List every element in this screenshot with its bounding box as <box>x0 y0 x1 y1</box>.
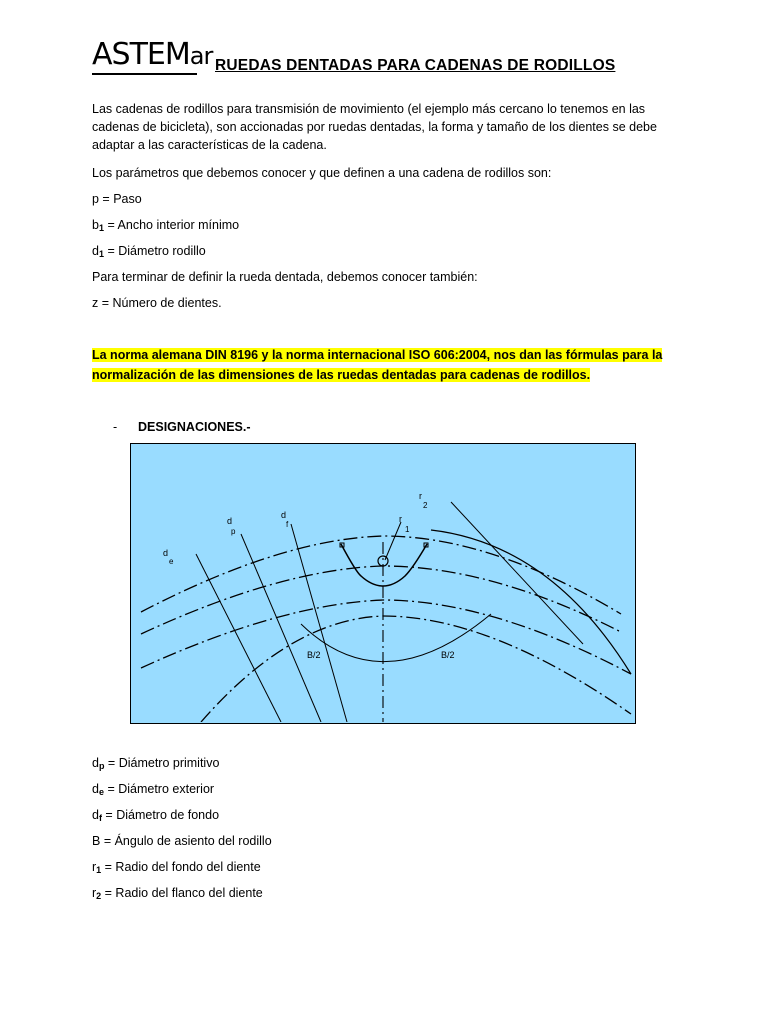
r1-leader <box>385 522 401 560</box>
section-dash: - <box>113 420 118 434</box>
highlight-line-1 <box>92 346 676 364</box>
legend-r1 <box>92 858 261 879</box>
label-df: d <box>281 510 287 520</box>
label-r2: r <box>419 491 422 501</box>
legend-b <box>92 832 272 850</box>
sprocket-drawing <box>131 444 634 722</box>
label-r2-sub: 2 <box>423 501 428 510</box>
label-df-sub: f <box>286 520 289 529</box>
param-d1-text: = Diámetro rodillo <box>103 244 206 258</box>
r2-leader <box>451 502 583 644</box>
legend-df-sym: d <box>92 808 99 822</box>
label-r1-sub: 1 <box>405 525 410 534</box>
param-d1-sym: d <box>92 244 99 258</box>
intro-line-1: Las cadenas de rodillos para transmisión de movimiento (el ejemplo más cercano lo tenemos en las <box>92 102 646 116</box>
legend-r1-sym: r <box>92 860 97 874</box>
intro-line-3: adaptar a las características de la cadena. <box>92 138 327 152</box>
legend-df <box>92 806 219 827</box>
logo-underline <box>92 73 197 75</box>
legend-dp-sub: p <box>98 761 105 771</box>
dp-leader <box>241 534 321 722</box>
label-b-right: B/2 <box>441 650 455 660</box>
legend-r2 <box>92 884 263 905</box>
legend-dp-text: = Diámetro primitivo <box>104 756 220 770</box>
section-heading: DESIGNACIONES.- <box>138 420 251 434</box>
tooth-profile <box>341 544 427 586</box>
legend-dp <box>92 754 219 775</box>
param-b1-sym: b <box>92 218 99 232</box>
param-b1-sub: 1 <box>98 223 104 233</box>
astemar-logo <box>92 38 212 73</box>
page-title: RUEDAS DENTADAS PARA CADENAS DE RODILLOS <box>215 57 616 74</box>
logo-main-text: ASTEM <box>92 37 190 72</box>
legend-b-text: = Ángulo de asiento del rodillo <box>100 834 272 848</box>
legend-de <box>92 780 214 801</box>
param-d1 <box>92 242 206 263</box>
label-dp-sub: p <box>231 527 236 536</box>
param-d1-sub: 1 <box>98 249 104 259</box>
label-de-sub: e <box>169 557 174 566</box>
legend-r2-sym: r <box>92 886 97 900</box>
logo-small-text: ar <box>189 42 213 70</box>
legend-r1-sub: 1 <box>96 865 102 875</box>
param-b1 <box>92 216 239 237</box>
legend-df-sub: f <box>98 813 102 823</box>
label-r1: r <box>399 514 402 524</box>
param-p-sym: p <box>92 192 99 206</box>
intro-line-2: cadenas de bicicleta), son accionadas por ruedas dentadas, la forma y tamaño de los dientes se debe <box>92 120 657 134</box>
legend-dp-sym: d <box>92 756 99 770</box>
highlight-text-2: normalización de las dimensiones de las ruedas dentadas para cadenas de rodillos. <box>92 368 591 382</box>
outer-diameter-arc <box>141 536 621 614</box>
sprocket-diagram <box>130 443 636 724</box>
de-leader <box>196 554 281 722</box>
inner-arc <box>201 616 631 722</box>
highlight-text-1: La norma alemana DIN 8196 y la norma internacional ISO 606:2004, nos dan las fórmulas para la <box>92 348 663 362</box>
legend-r1-text: = Radio del fondo del diente <box>101 860 261 874</box>
legend-de-sym: d <box>92 782 99 796</box>
finish-intro: Para terminar de definir la rueda dentada, debemos conocer también: <box>92 270 478 284</box>
b-angle-arc <box>301 614 491 662</box>
root-diameter-arc <box>141 600 631 674</box>
legend-df-text: = Diámetro de fondo <box>101 808 220 822</box>
param-p <box>92 190 142 208</box>
legend-de-sub: e <box>98 787 104 797</box>
param-p-text: = Paso <box>98 192 142 206</box>
params-intro: Los parámetros que debemos conocer y que definen a una cadena de rodillos son: <box>92 166 552 180</box>
param-z: z = Número de dientes. <box>92 296 222 310</box>
legend-r2-text: = Radio del flanco del diente <box>101 886 263 900</box>
param-b1-text: = Ancho interior mínimo <box>103 218 240 232</box>
legend-r2-sub: 2 <box>96 891 102 901</box>
highlight-line-2 <box>92 366 590 384</box>
legend-b-sym: B <box>92 834 101 848</box>
label-b-left: B/2 <box>307 650 321 660</box>
label-de: d <box>163 548 169 558</box>
legend-de-text: = Diámetro exterior <box>103 782 215 796</box>
label-dp: d <box>227 516 233 526</box>
